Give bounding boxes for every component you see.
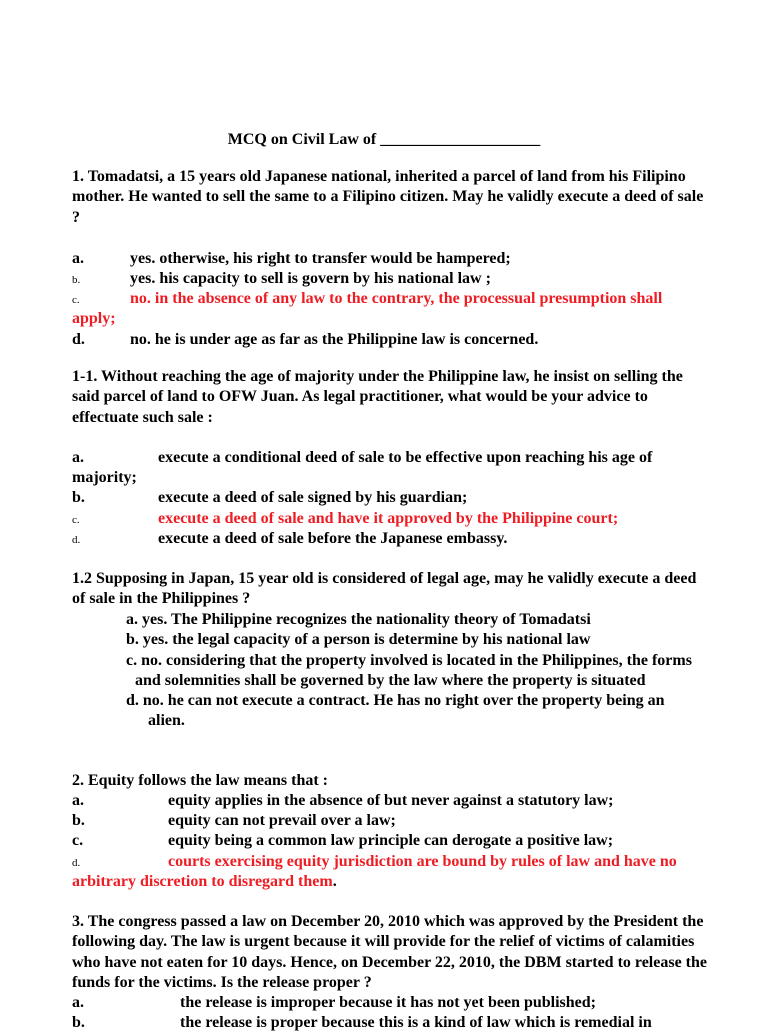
option-text: yes. his capacity to sell is govern by his national law ; [130, 270, 491, 287]
question-2-option-a [72, 791, 712, 811]
question-1-2-option-d [126, 691, 726, 732]
option-letter: b. [72, 812, 85, 829]
option-letter: a. [72, 449, 84, 466]
option-letter: c. [72, 294, 80, 306]
option-letter: a. [72, 994, 84, 1011]
option-text: execute a deed of sale before the Japanese embassy. [158, 530, 508, 547]
option-letter: d. [72, 534, 81, 546]
question-3-option-b [72, 1013, 712, 1033]
question-1-1-stem: 1-1. Without reaching the age of majority under the Philippine law, he insist on selling the said parcel of land to OFW Juan. As legal practitioner, what would be your advice to effectuate such sale : [72, 368, 683, 426]
question-2-option-d [72, 852, 712, 873]
option-text: no. he is under age as far as the Philippine law is concerned. [130, 331, 539, 348]
question-1-option-b [72, 269, 712, 290]
question-3-stem: 3. The congress passed a law on December 20, 2010 which was approved by the President the following day. The law is urgent because it will provide for the relief of victims of calamities who have not eaten for 10 days. Hence, on December 22, 2010, the DBM started to release the funds for the victims. Is the release proper ? [72, 913, 708, 992]
option-letter: c. [72, 832, 84, 849]
option-text: c. no. considering that the property involved is located in the Philippines, the forms [126, 652, 692, 669]
question-1-1-option-a [72, 448, 712, 468]
question-1-1-option-d [72, 529, 712, 550]
document-title: MCQ on Civil Law of ____________________ [227, 131, 541, 148]
question-1-option-c [72, 289, 712, 310]
option-text: equity applies in the absence of but never against a statutory law; [168, 792, 614, 809]
option-text: yes. otherwise, his right to transfer would be hampered; [130, 250, 511, 267]
question-2-option-b [72, 811, 712, 831]
option-text: the release is proper because this is a kind of law which is remedial in [180, 1014, 652, 1031]
question-1-2-stem: 1.2 Supposing in Japan, 15 year old is considered of legal age, may he validly execute a deed of sale in the Philippines ? [72, 570, 697, 608]
question-2-stem: 2. Equity follows the law means that : [72, 772, 329, 789]
option-continuation: arbitrary discretion to disregard them [72, 873, 333, 890]
option-text: the release is improper because it has not yet been published; [180, 994, 597, 1011]
option-text: execute a deed of sale signed by his guardian; [158, 489, 468, 506]
question-1-2-option-c [126, 651, 726, 692]
option-text: courts exercising equity jurisdiction are bound by rules of law and have no [168, 853, 677, 870]
question-1-option-a [72, 249, 712, 269]
question-1-1-option-b [72, 488, 712, 508]
question-2-option-d-continuation [72, 872, 712, 892]
option-letter: b. [72, 1014, 85, 1031]
option-letter: a. [72, 792, 84, 809]
question-1-stem: 1. Tomadatsi, a 15 years old Japanese national, inherited a parcel of land from his Filipino mother. He wanted to sell the same to a Filipino citizen. May he validly execute a deed of sale ? [72, 168, 704, 226]
option-text: equity can not prevail over a law; [168, 812, 396, 829]
question-1-1-option-c [72, 509, 712, 530]
option-text: d. no. he can not execute a contract. He has no right over the property being an [126, 692, 665, 709]
question-1-1-option-a-continuation: majority; [72, 469, 137, 486]
option-text: equity being a common law principle can derogate a positive law; [168, 832, 614, 849]
question-2-option-c [72, 831, 712, 851]
option-text: execute a deed of sale and have it approved by the Philippine court; [158, 510, 619, 527]
option-letter: d. [72, 857, 81, 869]
question-1-2-option-b: b. yes. the legal capacity of a person is determine by his national law [126, 631, 591, 648]
option-letter: d. [72, 331, 85, 348]
option-letter: a. [72, 250, 84, 267]
option-continuation: and solemnities shall be governed by the law where the property is situated [135, 672, 646, 690]
option-letter: b. [72, 274, 81, 286]
option-continuation: alien. [148, 712, 185, 730]
option-letter: c. [72, 514, 80, 526]
question-1-option-d [72, 330, 712, 350]
option-text: execute a conditional deed of sale to be effective upon reaching his age of [158, 449, 653, 466]
question-1-option-c-continuation: apply; [72, 310, 116, 327]
option-text: no. in the absence of any law to the contrary, the processual presumption shall [130, 290, 663, 307]
question-1-2-option-a: a. yes. The Philippine recognizes the nationality theory of Tomadatsi [126, 611, 591, 628]
option-end-period: . [332, 873, 337, 890]
option-letter: b. [72, 489, 85, 506]
question-3-option-a [72, 993, 712, 1013]
